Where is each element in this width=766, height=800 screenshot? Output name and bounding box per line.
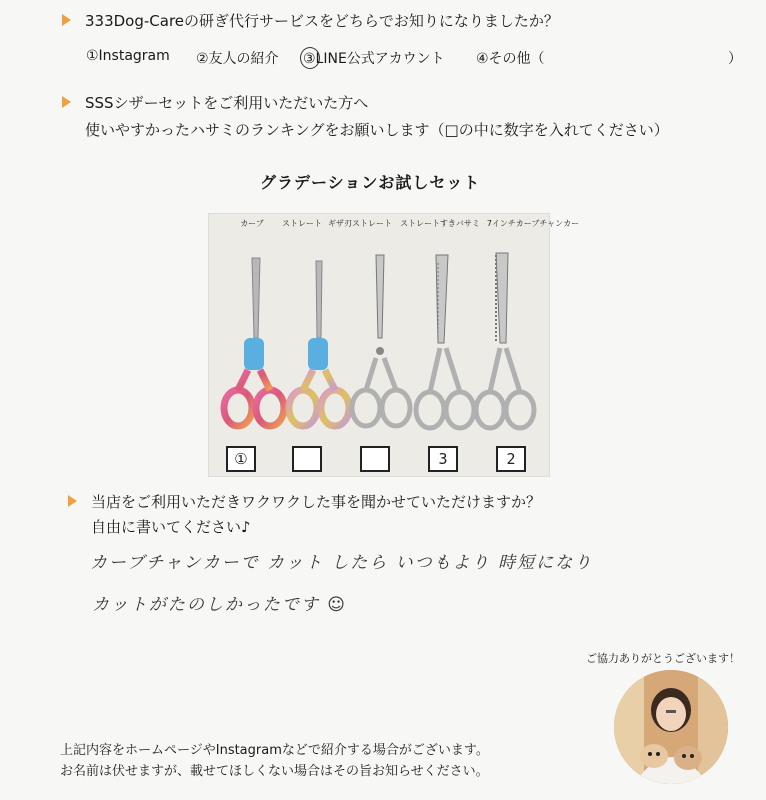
option-instagram: ①Instagram bbox=[86, 48, 170, 64]
question-1-text: 333Dog-Careの研ぎ代行サービスをどちらでお知りになりましたか？ bbox=[85, 12, 559, 30]
handwritten-answer-line-2: カットがたのしかったです ☺ bbox=[92, 595, 347, 615]
handwritten-answer-line-1: カーブチャンカーで カット したら いつもより 時短になり bbox=[90, 553, 594, 573]
question-marker-icon bbox=[68, 495, 77, 507]
ranking-box-serrated[interactable] bbox=[360, 446, 390, 472]
question-2-line-1: SSSシザーセットをご利用いただいた方へ bbox=[85, 94, 369, 112]
footer-line-2: お名前は伏せますが、載せてほしくない場合はその旨お知らせください。 bbox=[60, 764, 489, 779]
scissors-illustration bbox=[208, 213, 548, 475]
ranking-box-curve[interactable]: ① bbox=[226, 446, 256, 472]
set-title: グラデーションお試しセット bbox=[260, 173, 481, 192]
scissor-thinning-icon bbox=[416, 255, 474, 428]
question-2-line-2: 使いやすかったハサミのランキングをお願いします（□の中に数字を入れてください） bbox=[85, 121, 669, 139]
scissor-straight-icon bbox=[289, 261, 349, 426]
scissor-curve-icon bbox=[224, 258, 284, 426]
question-marker-icon bbox=[62, 14, 71, 26]
ranking-box-chunker[interactable]: 2 bbox=[496, 446, 526, 472]
question-3-line-1: 当店をご利用いただきワクワクした事を聞かせていただけますか？ bbox=[91, 493, 542, 511]
option-line: ③LINE公式アカウント bbox=[303, 51, 445, 67]
ranking-box-thinning[interactable]: 3 bbox=[428, 446, 458, 472]
scissor-serrated-icon bbox=[352, 255, 410, 426]
scissor-label-curve: カーブ bbox=[240, 219, 264, 228]
scissor-label-thinning: ストレートすきバサミ bbox=[400, 219, 480, 228]
ranking-box-straight[interactable] bbox=[292, 446, 322, 472]
option-other: ④その他（ bbox=[476, 51, 545, 67]
option-other-close: ） bbox=[728, 51, 742, 67]
footer-line-1: 上記内容をホームページやInstagramなどで紹介する場合がございます。 bbox=[60, 743, 489, 758]
question-marker-icon bbox=[62, 96, 71, 108]
option-friend: ②友人の紹介 bbox=[196, 51, 279, 67]
scissor-label-chunker: 7インチカーブチャンカー bbox=[486, 219, 580, 228]
scissor-label-straight: ストレート bbox=[282, 219, 322, 228]
staff-photo-avatar bbox=[614, 670, 728, 784]
scissor-chunker-icon bbox=[476, 253, 534, 428]
thanks-text: ご協力ありがとうございます！ bbox=[586, 652, 740, 665]
scissor-label-serrated: ギザ刃ストレート bbox=[328, 219, 392, 228]
question-3-line-2: 自由に書いてください♪ bbox=[91, 518, 251, 536]
